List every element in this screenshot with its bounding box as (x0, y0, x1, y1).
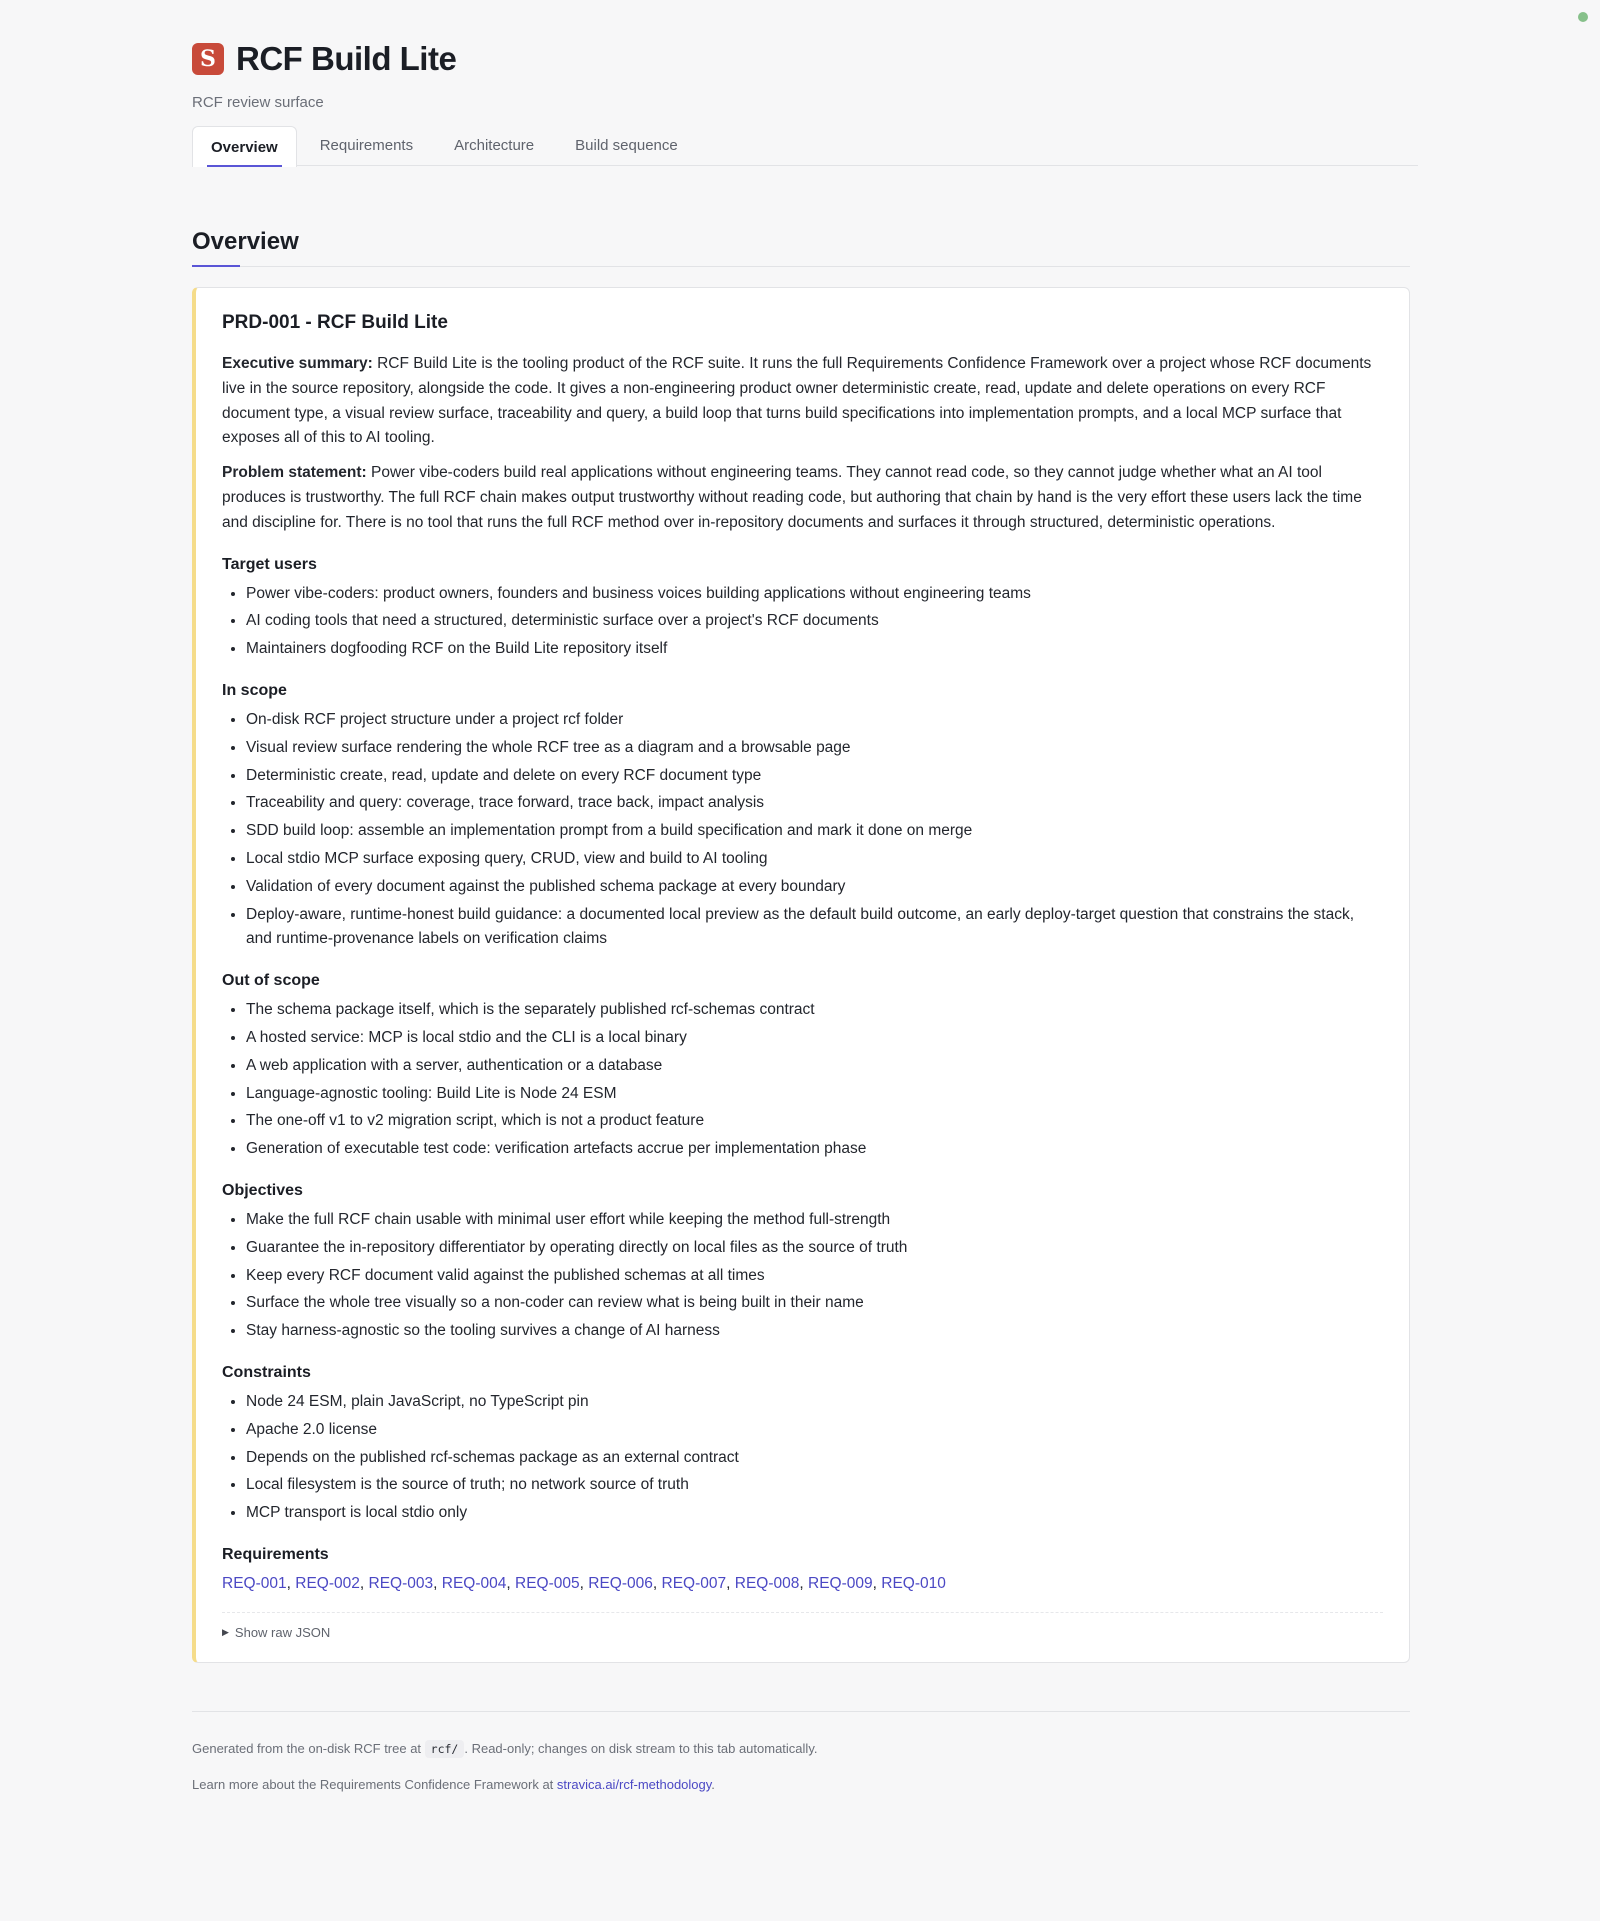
list-item: • Visual review surface rendering the whole RCF tree as a diagram and a browsable page (246, 736, 1383, 761)
list-item: • Surface the whole tree visually so a non-coder can review what is being built in their name (246, 1291, 1383, 1316)
page (192, 0, 1410, 1811)
footer-learn-more (192, 1776, 1410, 1793)
app-title: RCF Build Lite (236, 40, 457, 77)
footer-line2-suffix: . (711, 1776, 715, 1792)
out-of-scope-heading: Out of scope (222, 972, 320, 990)
footer-generated-note (192, 1740, 1410, 1758)
requirement-link-req-008[interactable]: REQ-008 (734, 1574, 800, 1592)
constraints-heading: Constraints (222, 1363, 311, 1381)
list-item: • The schema package itself, which is the separately published rcf-schemas contract (246, 998, 1383, 1023)
app-header (192, 0, 1410, 78)
executive-summary-label: Executive summary: (222, 355, 373, 372)
rcf-path-code: rcf/ (425, 1740, 465, 1758)
objectives-list (222, 1208, 1383, 1344)
list-item: • Language-agnostic tooling: Build Lite is Node 24 ESM (246, 1082, 1383, 1107)
tab-architecture[interactable]: Architecture (454, 137, 535, 154)
list-item: • Power vibe-coders: product owners, founders and business voices building applications without engineering teams (246, 582, 1383, 607)
footer-line2-prefix: Learn more about the Requirements Confidence Framework at (192, 1776, 557, 1792)
footer (192, 1711, 1410, 1793)
list-item: • Node 24 ESM, plain JavaScript, no TypeScript pin (246, 1390, 1383, 1415)
tab-bar (192, 126, 1418, 166)
list-item: • Local stdio MCP surface exposing query, CRUD, view and build to AI tooling (246, 847, 1383, 872)
list-item: • Deploy-aware, runtime-honest build guidance: a documented local preview as the default build outcome, an early deploy-target question that constrains the stack, and runtime-provenance labels on verification claims (246, 903, 1383, 953)
in-scope-heading: In scope (222, 681, 287, 699)
out-of-scope-list (222, 998, 1383, 1162)
tab-overview[interactable]: Overview (192, 126, 297, 167)
list-item: • Validation of every document against the published schema package at every boundary (246, 875, 1383, 900)
requirement-link-req-003[interactable]: REQ-003 (368, 1574, 434, 1592)
requirement-link-req-009[interactable]: REQ-009 (808, 1574, 873, 1592)
list-item: • Maintainers dogfooding RCF on the Build Lite repository itself (246, 637, 1383, 662)
list-item: • A hosted service: MCP is local stdio and the CLI is a local binary (246, 1026, 1383, 1051)
requirement-link-req-004[interactable]: REQ-004 (441, 1574, 507, 1592)
section-title: Overview (192, 228, 1410, 267)
requirement-link-req-007[interactable]: REQ-007 (661, 1574, 727, 1592)
constraints-list (222, 1390, 1383, 1526)
list-item: • Guarantee the in-repository differentiator by operating directly on local files as the source of truth (246, 1236, 1383, 1261)
target-users-heading: Target users (222, 555, 317, 573)
problem-statement-text: Power vibe-coders build real applications without engineering teams. They cannot read code, so they cannot judge whether what an AI tool produces is trustworthy. The full RCF chain makes output trustworthy without reading code, but authoring that chain by hand is the very effort these users lack the time and discipline for. There is no tool that runs the full RCF method over in-repository documents and surfaces it through structured, deterministic operations. (222, 464, 1362, 531)
footer-line1-suffix: . Read-only; changes on disk stream to this tab automatically. (464, 1740, 818, 1756)
app-logo-icon: S (192, 43, 224, 75)
list-item: • AI coding tools that need a structured, deterministic surface over a project's RCF documents (246, 609, 1383, 634)
list-item: • Deterministic create, read, update and delete on every RCF document type (246, 764, 1383, 789)
list-item: • Apache 2.0 license (246, 1418, 1383, 1443)
list-item: • SDD build loop: assemble an implementation prompt from a build specification and mark it done on merge (246, 819, 1383, 844)
prd-card (192, 287, 1410, 1663)
list-item: • Generation of executable test code: verification artefacts accrue per implementation phase (246, 1137, 1383, 1162)
problem-statement (222, 461, 1383, 535)
prd-title: PRD-001 - RCF Build Lite (222, 312, 448, 333)
list-item: • Stay harness-agnostic so the tooling survives a change of AI harness (246, 1319, 1383, 1344)
show-raw-json-label: Show raw JSON (234, 1624, 331, 1640)
in-scope-list (222, 708, 1383, 952)
list-item: • Make the full RCF chain usable with minimal user effort while keeping the method full-strength (246, 1208, 1383, 1233)
list-item: • The one-off v1 to v2 migration script, which is not a product feature (246, 1109, 1383, 1134)
list-item: • Traceability and query: coverage, trace forward, trace back, impact analysis (246, 791, 1383, 816)
footer-line1-prefix: Generated from the on-disk RCF tree at (192, 1740, 425, 1756)
methodology-link[interactable]: stravica.ai/rcf-methodology (556, 1776, 712, 1792)
requirements-heading: Requirements (222, 1545, 329, 1563)
app-subtitle: RCF review surface (192, 94, 324, 111)
list-item: • Local filesystem is the source of truth; no network source of truth (246, 1473, 1383, 1498)
list-item: • Depends on the published rcf-schemas package as an external contract (246, 1446, 1383, 1471)
connection-status-dot (1578, 12, 1588, 22)
list-item: • Keep every RCF document valid against the published schemas at all times (246, 1264, 1383, 1289)
list-item: • A web application with a server, authentication or a database (246, 1054, 1383, 1079)
requirement-link-req-010[interactable]: REQ-010 (881, 1574, 946, 1592)
executive-summary (222, 352, 1383, 451)
objectives-heading: Objectives (222, 1181, 303, 1199)
list-item: • MCP transport is local stdio only (246, 1501, 1383, 1526)
list-item: • On-disk RCF project structure under a project rcf folder (246, 708, 1383, 733)
requirement-link-req-005[interactable]: REQ-005 (515, 1574, 580, 1592)
executive-summary-text: RCF Build Lite is the tooling product of the RCF suite. It runs the full Requirements Confidence Framework over a project whose RCF documents live in the source repository, alongside the code. It gives a non-engineering product owner deterministic create, read, update and delete operations on every RCF document type, a visual review surface, traceability and query, a build loop that turns build specifications into implementation prompts, and a local MCP surface that exposes all of this to AI tooling. (222, 355, 1372, 447)
show-raw-json-toggle[interactable] (222, 1612, 1383, 1640)
problem-statement-label: Problem statement: (222, 464, 367, 482)
tab-build-sequence[interactable]: Build sequence (575, 137, 678, 154)
requirement-link-req-001[interactable]: REQ-001 (222, 1574, 287, 1592)
requirement-link-req-002[interactable]: REQ-002 (295, 1574, 360, 1592)
disclosure-triangle-icon: ▶ (222, 1626, 229, 1637)
target-users-list (222, 582, 1383, 662)
requirements-links: REQ-001, REQ-002, REQ-003, REQ-004, REQ-005, REQ-006, REQ-007, REQ-008, REQ-009, REQ-010 (222, 1574, 946, 1592)
tab-requirements[interactable]: Requirements (319, 137, 414, 154)
requirement-link-req-006[interactable]: REQ-006 (588, 1574, 653, 1592)
